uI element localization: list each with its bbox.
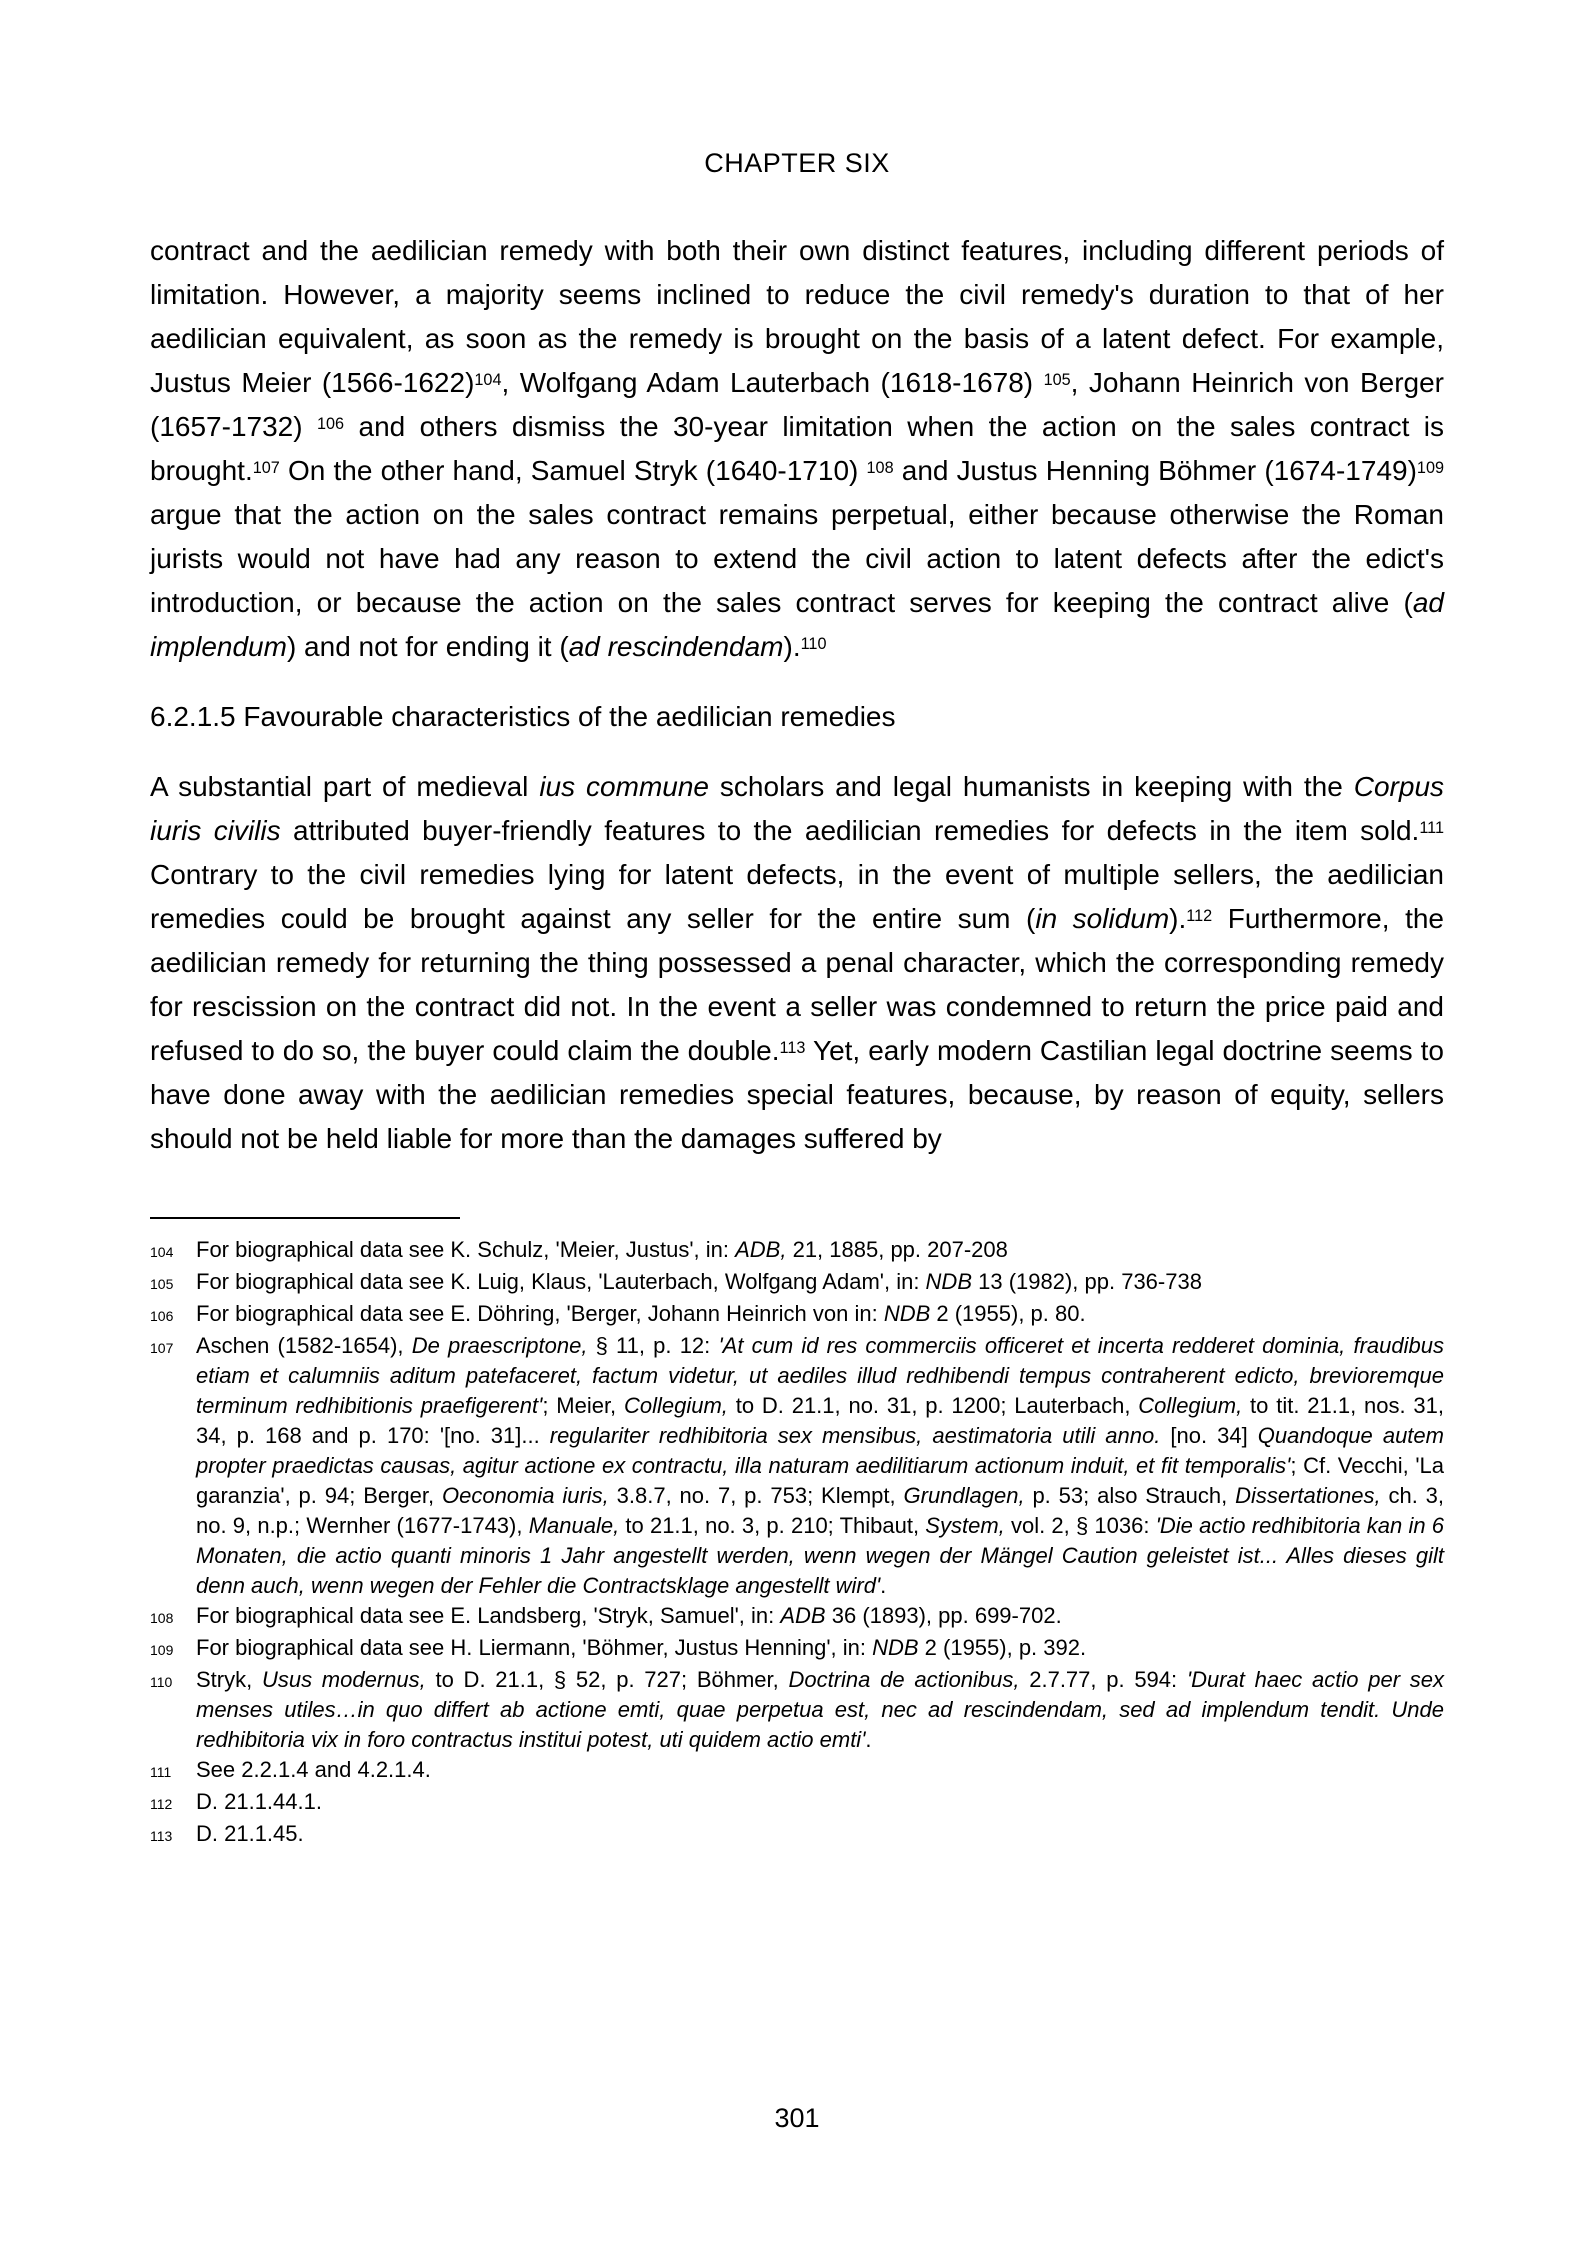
footnote-text: For biographical data see K. Luig, Klaus, 'Lauterbach, Wolfgang Adam', in: NDB 13 (1982), pp. 736-738: [196, 1269, 1202, 1294]
footnote-text: For biographical data see E. Döhring, 'Berger, Johann Heinrich von in: NDB 2 (1955), p. 80.: [196, 1301, 1086, 1326]
footnote-text: Aschen (1582-1654), De praescriptone, § 11, p. 12: 'At cum id res commerciis officeret et incerta redderet dominia, fraudibus etiam et calumniis aditum patefaceret, factum videtur, ut aediles illud redhibendi tempus contraherent edicto, brevioremque terminum redhibitionis praefigerent'; Meier, Collegium, to D. 21.1, no. 31, p. 1200; Lauterbach, Collegium, to tit. 21.1, nos. 31, 34, p. 168 and p. 170: '[no. 31]... regulariter redhibitoria sex mensibus, aestimatoria utili anno. [no. 34] Quandoque autem propter praedictas causas, agitur actione ex contractu, illa naturam aedilitiarum actionum induit, et fit temporalis'; Cf. Vecchi, 'La garanzia', p. 94; Berger, Oeconomia iuris, 3.8.7, no. 7, p. 753; Klempt, Grundlagen, p. 53; also Strauch, Dissertationes, ch. 3, no. 9, n.p.; Wernher (1677-1743), Manuale, to 21.1, no. 3, p. 210; Thibaut, System, vol. 2, § 1036: 'Die actio redhibitoria kan in 6 Monaten, die actio quanti minoris 1 Jahr angestellt werden, wenn wegen der Mängel Caution geleistet ist... Alles dieses gilt denn auch, wenn wegen der Fehler die Contractsklage angestellt wird'.: [196, 1333, 1445, 1598]
footnote-text: For biographical data see H. Liermann, 'Böhmer, Justus Henning', in: NDB 2 (1955), p. 392.: [196, 1635, 1087, 1660]
footnote-number: 109: [150, 1642, 174, 1658]
footnote: [150, 1267, 1444, 1299]
footnote-text: For biographical data see E. Landsberg, 'Stryk, Samuel', in: ADB 36 (1893), pp. 699-702.: [196, 1603, 1062, 1628]
footnote: [150, 1819, 1444, 1851]
footnote: [150, 1787, 1444, 1819]
footnote-text: D. 21.1.44.1.: [196, 1789, 322, 1814]
footnote-number: 112: [150, 1796, 173, 1812]
footnote: [150, 1633, 1444, 1665]
footnote-separator: [150, 1217, 460, 1219]
chapter-header: CHAPTER SIX: [704, 148, 890, 178]
footnote-number: 113: [150, 1828, 173, 1844]
body-paragraph-2: A substantial part of medieval ius commune scholars and legal humanists in keeping with the Corpus iuris civilis attributed buyer-friendly features to the aedilician remedies for defects in the item sold.$^{111}$ Contrary to the civil remedies lying for latent defects, in the event of multiple sellers, the aedilician remedies could be brought against any seller for the entire sum (in solidum).$^{112}$ Furthermore, the aedilician remedy for returning the thing possessed a penal character, which the corresponding remedy for rescission on the contract did not. In the event a seller was condemned to return the price paid and refused to do so, the buyer could claim the double.$^{113}$ Yet, early modern Castilian legal doctrine seems to have done away with the aedilician remedies special features, because, by reason of equity, sellers should not be held liable for more than the damages suffered by: [150, 771, 1445, 1154]
footnotes-section: [150, 1235, 1444, 1851]
footnote-text: For biographical data see K. Schulz, 'Meier, Justus', in: ADB, 21, 1885, pp. 207-208: [196, 1237, 1008, 1262]
footnote-number: 105: [150, 1276, 174, 1292]
footnote-number: 111: [150, 1764, 172, 1780]
footnote-text: See 2.2.1.4 and 4.2.1.4.: [196, 1757, 431, 1782]
footnote: [150, 1331, 1444, 1601]
footnote: [150, 1299, 1444, 1331]
footnote: [150, 1235, 1444, 1267]
section-heading: 6.2.1.5 Favourable characteristics of the aedilician remedies: [150, 701, 896, 732]
footnote-number: 106: [150, 1308, 174, 1324]
footnote-text: D. 21.1.45.: [196, 1821, 304, 1846]
footnote-text: Stryk, Usus modernus, to D. 21.1, § 52, p. 727; Böhmer, Doctrina de actionibus, 2.7.77, p. 594: 'Durat haec actio per sex menses utiles…in quo differt ab actione emti, quae perpetua est, nec ad rescindendam, sed ad implendum tendit. Unde redhibitoria vix in foro contractus institui potest, uti quidem actio emti'.: [196, 1667, 1444, 1752]
footnote-number: 108: [150, 1610, 174, 1626]
footnote: [150, 1665, 1444, 1755]
footnote-number: 104: [150, 1244, 174, 1260]
footnote: [150, 1755, 1444, 1787]
footnote-number: 107: [150, 1340, 174, 1356]
page-number: 301: [774, 2103, 820, 2133]
footnote-number: 110: [150, 1674, 173, 1690]
footnote: [150, 1601, 1444, 1633]
body-paragraph-1: contract and the aedilician remedy with both their own distinct features, including different periods of limitation. However, a majority seems inclined to reduce the civil remedy's duration to that of her aedilician equivalent, as soon as the remedy is brought on the basis of a latent defect. For example, Justus Meier (1566-1622)$^{104}$, Wolfgang Adam Lauterbach (1618-1678) $^{105}$, Johann Heinrich von Berger (1657-1732) $^{106}$ and others dismiss the 30-year limitation when the action on the sales contract is brought.$^{107}$ On the other hand, Samuel Stryk (1640-1710) $^{108}$ and Justus Henning Böhmer (1674-1749)$^{109}$ argue that the action on the sales contract remains perpetual, either because otherwise the Roman jurists would not have had any reason to extend the civil action to latent defects after the edict's introduction, or because the action on the sales contract serves for keeping the contract alive (ad implendum) and not for ending it (ad rescindendam).$^{110}$: [150, 235, 1445, 662]
